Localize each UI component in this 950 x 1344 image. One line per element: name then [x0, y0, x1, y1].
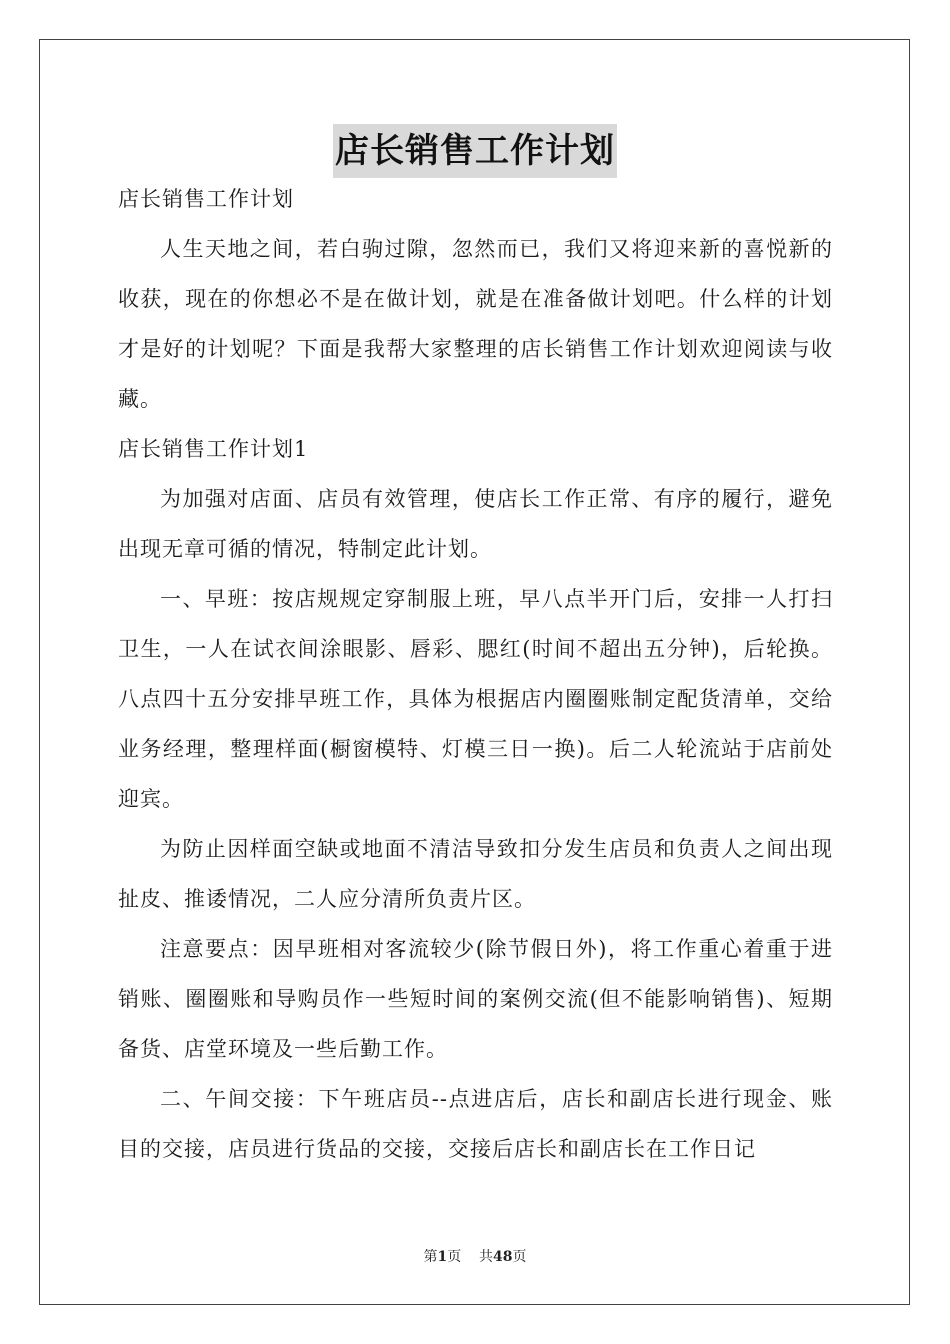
- intro-paragraph: 人生天地之间，若白驹过隙，忽然而已，我们又将迎来新的喜悦新的收获，现在的你想必不是在做计划，就是在准备做计划吧。什么样的计划才是好的计划呢？下面是我帮大家整理的店长销售工作计划欢迎阅读与收藏。: [118, 237, 833, 411]
- body-paragraph: 为加强对店面、店员有效管理，使店长工作正常、有序的履行，避免出现无章可循的情况，特制定此计划。: [118, 487, 833, 561]
- body-paragraph: 为防止因样面空缺或地面不清洁导致扣分发生店员和负责人之间出现扯皮、推诿情况，二人应分清所负责片区。: [118, 837, 833, 911]
- document-subtitle: 店长销售工作计划: [118, 187, 294, 211]
- total-suffix: 页: [512, 1249, 527, 1265]
- total-pages: 48: [493, 1249, 513, 1265]
- body-paragraph: 注意要点：因早班相对客流较少(除节假日外)，将工作重心着重于进销账、圈圈账和导购员作一些短时间的案例交流(但不能影响销售)、短期备货、店堂环境及一些后勤工作。: [118, 937, 833, 1061]
- document-title-text: 店长销售工作计划: [333, 124, 617, 178]
- page-prefix: 第: [423, 1249, 438, 1265]
- page-suffix: 页: [447, 1249, 462, 1265]
- body-paragraph: 二、午间交接：下午班店员--点进店后，店长和副店长进行现金、账目的交接，店员进行货品的交接，交接后店长和副店长在工作日记: [118, 1087, 833, 1161]
- document-body: [118, 174, 833, 1174]
- body-paragraph: 一、早班：按店规规定穿制服上班，早八点半开门后，安排一人打扫卫生，一人在试衣间涂眼影、唇彩、腮红(时间不超出五分钟)，后轮换。八点四十五分安排早班工作，具体为根据店内圈圈账制定配货清单，交给业务经理，整理样面(橱窗模特、灯模三日一换)。后二人轮流站于店前处迎宾。: [118, 587, 833, 811]
- total-prefix: 共: [479, 1249, 494, 1265]
- page-number: 1: [437, 1249, 448, 1265]
- section-heading: 店长销售工作计划1: [118, 437, 309, 461]
- page-footer: [0, 1246, 950, 1266]
